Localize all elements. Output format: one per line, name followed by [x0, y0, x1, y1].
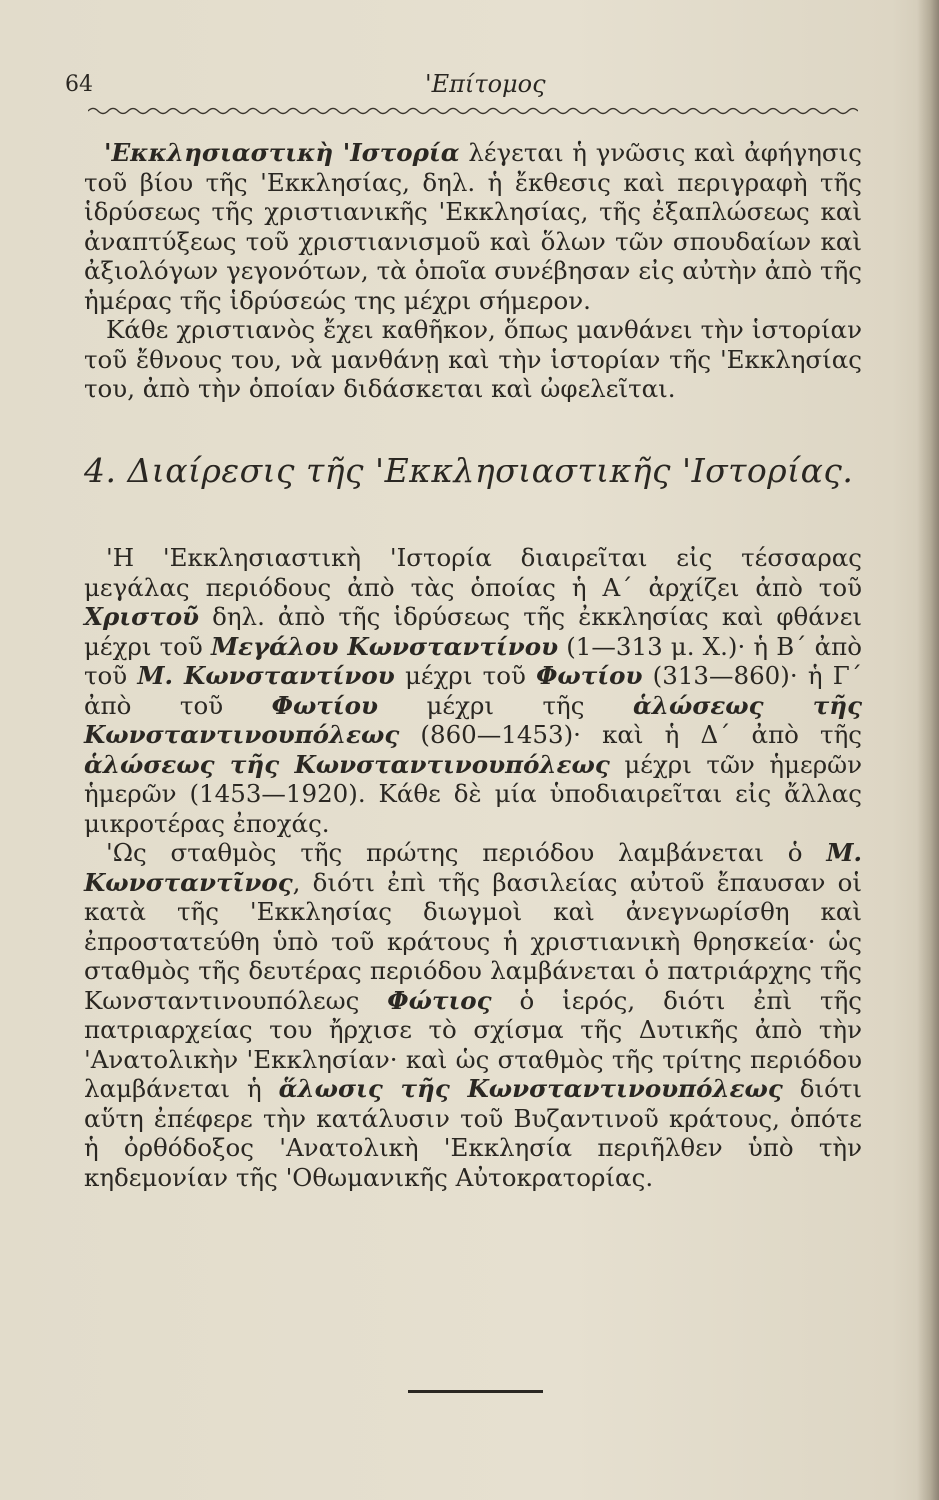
defined-term: 'Εκκλησιαστικὴ 'Ιστορία	[104, 138, 460, 167]
wavy-rule-ornament	[88, 104, 858, 118]
text-run: , διότι ἐπὶ τῆς βασιλείας αὐτοῦ ἔπαυσαν οἱ κατὰ τῆς 'Εκκλησίας διωγμοὶ καὶ ἀνεγνωρίσθη καὶ ἐπροστατεύθη ὑπὸ τοῦ κράτους ἡ χριστιανικὴ θρησκεία· ὡς σταθμὸς τῆς δευτέρας περιόδου λαμβάνεται ὁ πατριάρχης τῆς Κωνσταντινουπόλεως	[84, 867, 862, 1015]
emphasis: ἁλώσεως τῆς Κωνσταντινουπόλεως	[84, 749, 610, 779]
intro-paragraph-2: Κάθε χριστιανὸς ἔχει καθῆκον, ὅπως μανθάνει τὴν ἱστορίαν τοῦ ἔθνους του, νὰ μανθάνῃ καὶ τὴν ἱστορίαν τῆς 'Εκκλησίας του, ἀπὸ τὴν ὁποίαν διδάσκεται καὶ ὠφελεῖται.	[84, 315, 862, 403]
page-number: 64	[65, 72, 93, 97]
section-heading: 4. Διαίρεσις τῆς 'Εκκλησιαστικῆς 'Ιστορίας.	[84, 450, 854, 490]
emphasis: Φωτίου	[536, 661, 643, 690]
page-edge-shadow	[917, 0, 939, 1500]
page-header	[65, 68, 865, 108]
text-run: 'Η 'Εκκλησιαστικὴ 'Ιστορία διαιρεῖται εἰς τέσσαρας μεγάλας περιόδους ἀπὸ τὰς ὁποίας ἡ Α΄ ἀρχίζει ἀπὸ τοῦ	[84, 543, 862, 602]
text-run: μέχρι τοῦ	[394, 661, 537, 690]
page-body	[84, 138, 862, 1192]
emphasis: ἁλώσεως τῆς Κωνσταντινουπόλεως	[84, 690, 862, 749]
text-run: ὁ ἱερός, διότι ἐπὶ τῆς πατριαρχείας του ἤρχισε τὸ σχίσμα τῆς Δυτικῆς ἀπὸ τὴν 'Ανατολικὴν 'Εκκλησίαν· καὶ ὡς σταθμὸς τῆς τρίτης περιόδου λαμβάνεται ἡ	[84, 985, 862, 1103]
definition-text: λέγεται ἡ γνῶσις καὶ ἀφήγησις τοῦ βίου τῆς 'Εκκλησίας, δηλ. ἡ ἔκθεσις καὶ περιγραφὴ τῆς ἱδρύσεως τῆς χριστιανικῆς 'Εκκλησίας, τῆς ἐξαπλώσεως καὶ ἀναπτύξεως τοῦ χριστιανισμοῦ καὶ ὅλων τῶν σπουδαίων καὶ ἀξιολόγων γεγονότων, τὰ ὁποῖα συνέβησαν εἰς αὐτὴν ἀπὸ τῆς ἡμέρας τῆς ἱδρύσεώς της μέχρι σήμερον.	[84, 138, 862, 315]
text-run: (1—313 μ. Χ.)· ἡ Β΄ ἀπὸ τοῦ	[84, 631, 862, 690]
emphasis: Φωτίου	[271, 690, 378, 720]
text-run: (313—860)· ἡ Γ΄ ἀπὸ τοῦ	[84, 661, 862, 720]
milestones-paragraph	[84, 838, 862, 1192]
text-run: (860—1453)· καὶ ἡ Δ΄ ἀπὸ τῆς	[399, 720, 862, 749]
section-end-rule	[408, 1390, 543, 1393]
text-run: μέχρι τῆς	[377, 690, 633, 720]
divisions-paragraph	[84, 543, 862, 838]
emphasis: Φώτιος	[387, 985, 492, 1015]
emphasis: ἅλωσις τῆς Κωνσταντινουπόλεως	[278, 1074, 783, 1103]
intro-paragraph	[84, 138, 862, 315]
text-run: διότι αὕτη ἐπέφερε τὴν κατάλυσιν τοῦ Βυζαντινοῦ κράτους, ὁπότε ἡ ὀρθόδοξος 'Ανατολικὴ 'Εκκλησία περιῆλθεν ὑπὸ τὴν κηδεμονίαν τῆς 'Οθωμανικῆς Αὐτοκρατορίας.	[84, 1074, 863, 1192]
text-run: μέχρι τῶν ἡμερῶν ἡμερῶν (1453—1920). Κάθε δὲ μία ὑποδιαιρεῖται εἰς ἄλλας μικροτέρας ἐποχάς.	[84, 749, 862, 838]
running-title: 'Επίτομος	[425, 70, 546, 98]
text-run: 'Ως σταθμὸς τῆς πρώτης περιόδου λαμβάνεται ὁ	[106, 838, 827, 867]
emphasis: Μ. Κωνσταντῖνος	[84, 838, 862, 897]
emphasis: Μεγάλου Κωνσταντίνου	[210, 631, 559, 661]
emphasis: Μ. Κωνσταντίνου	[137, 661, 395, 690]
text-run: δηλ. ἀπὸ τῆς ἱδρύσεως τῆς ἐκκλησίας καὶ φθάνει μέχρι τοῦ	[84, 602, 862, 661]
emphasis: Χριστοῦ	[84, 602, 200, 631]
